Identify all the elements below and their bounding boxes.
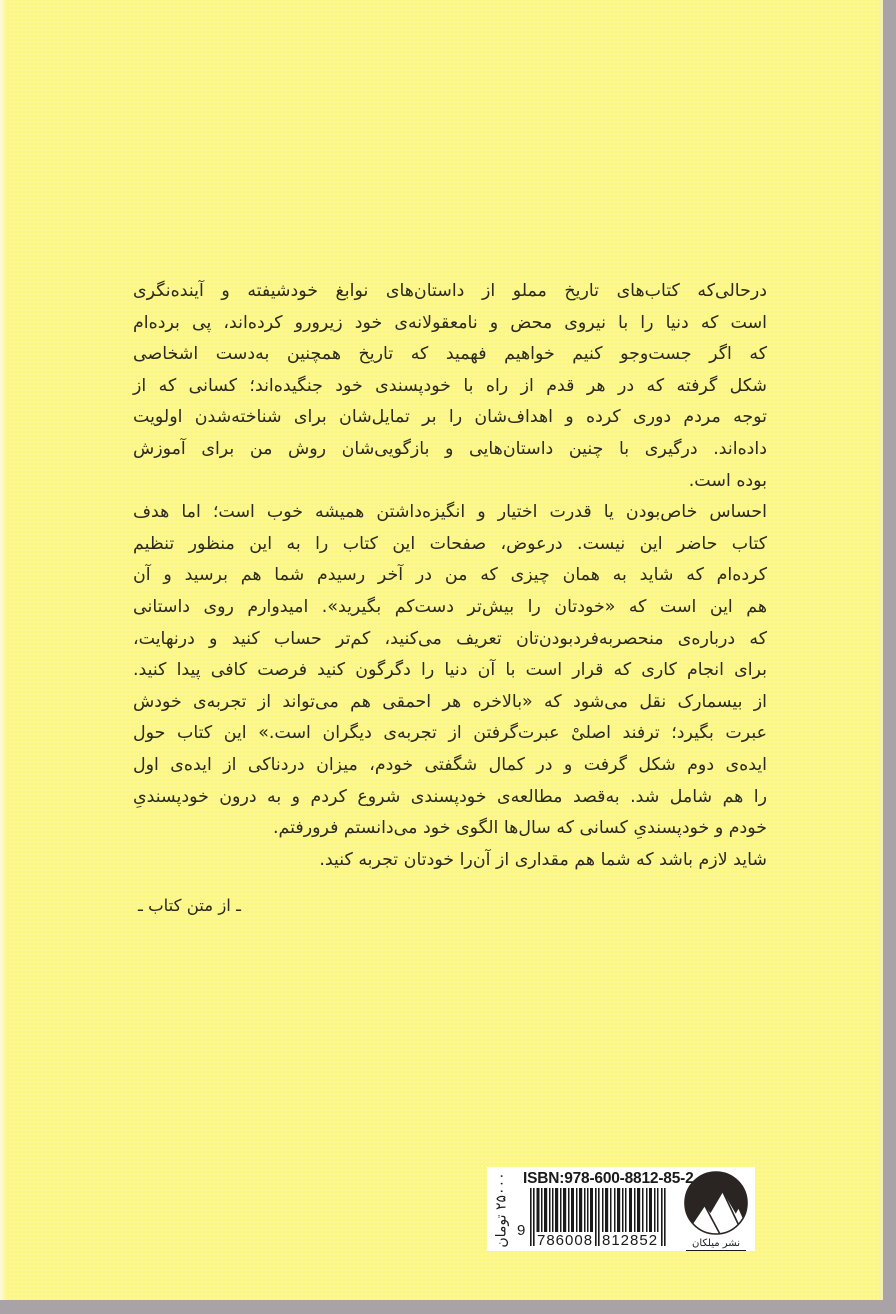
blurb-line: بوده است.	[688, 470, 767, 491]
blurb-line: داده‌اند. درگیری با چنین داستان‌هایی و بازگویی‌شان روش من برای آموزش	[133, 438, 767, 459]
blurb-line: است که دنیا را با نیروی محض و نامعقولانه‌ی خود زیرورو کرده‌اند، پی برده‌ام	[133, 312, 767, 333]
barcode-prefix-digit: 9	[517, 1222, 526, 1239]
blurb-line: شکل گرفته که در هر قدم از راه با خودپسندی خود جنگیده‌اند؛ کسانی که از	[133, 375, 767, 396]
blurb-line: را هم شامل شد. به‌قصد مطالعه‌ی خودپسندی شروع کردم و به درون خودپسندیِ	[133, 786, 767, 807]
blurb-line: برای انجام کاری که قرار است با آن دنیا را دگرگون کنید فرصت کافی پیدا کنید.	[133, 660, 767, 681]
price-tag	[491, 1172, 513, 1248]
blurb-line: ایده‌ی دوم شکل گرفت و در کمال شگفتی خودم، میزان دردناکی از ایده‌ی اول	[133, 754, 767, 775]
blurb-line: درحالی‌که کتاب‌های تاریخ مملو از داستان‌های نوابغ خودشیفته و آینده‌نگری	[133, 281, 767, 301]
blurb-line: شاید لازم باشد که شما هم مقداری از آن‌را خودتان تجربه کنید.	[319, 849, 767, 870]
back-cover-blurb	[133, 276, 767, 876]
blurb-line: توجه مردم دوری کرده و اهداف‌شان را بر تمایل‌شان برای شناخته‌شدن اولویت	[133, 407, 767, 428]
blurb-line: از بیسمارک نقل می‌شود که «بالاخره هر احمقی هم می‌تواند از تجربه‌ی خودش	[133, 691, 767, 712]
barcode-group-1: 786008	[537, 1232, 594, 1249]
isbn-number: ISBN:978-600-8812-85-2	[523, 1170, 694, 1187]
blurb-line: هم این است که «خودتان را بیش‌تر دست‌کم بگیرید». امیدوارم روی داستانی	[133, 596, 767, 617]
blurb-line: کرده‌ام که شاید به همان چیزی که من در آخر رسیدم شما هم برسید و آن	[133, 565, 767, 586]
blurb-line: عبرت بگیرد؛ ترفند اصلیْ عبرت‌گرفتن از تجربه‌ی دیگران است.» این کتاب حول	[133, 723, 767, 744]
blurb-line: احساس خاص‌بودن یا قدرت اختیار و انگیزه‌داشتن همیشه خوب است؛ اما هدف	[133, 502, 767, 523]
blurb-line: خودم و خودپسندیِ کسانی که سال‌ها الگوی خود می‌دانستم فرورفتم.	[273, 818, 767, 839]
source-attribution: ـ از متن کتاب ـ	[138, 896, 241, 915]
publisher-name: نشر میلکان	[686, 1238, 746, 1251]
blurb-line: که اگر جست‌وجو کنیم خواهیم فهمید که تاریخ همچنین به‌دست اشخاصی	[133, 344, 767, 365]
blurb-line: کتاب حاضر این نیست. درعوض، صفحات این کتاب را به این منظور تنظیم	[133, 533, 767, 554]
price-text: ۲۵۰۰۰ تومان	[494, 1172, 511, 1248]
blurb-line: که درباره‌ی منحصربه‌فردبودن‌تان تعریف می‌کنید، کم‌تر حساب کنید و درنهایت،	[133, 628, 767, 649]
barcode-group-2: 812852	[602, 1232, 659, 1249]
